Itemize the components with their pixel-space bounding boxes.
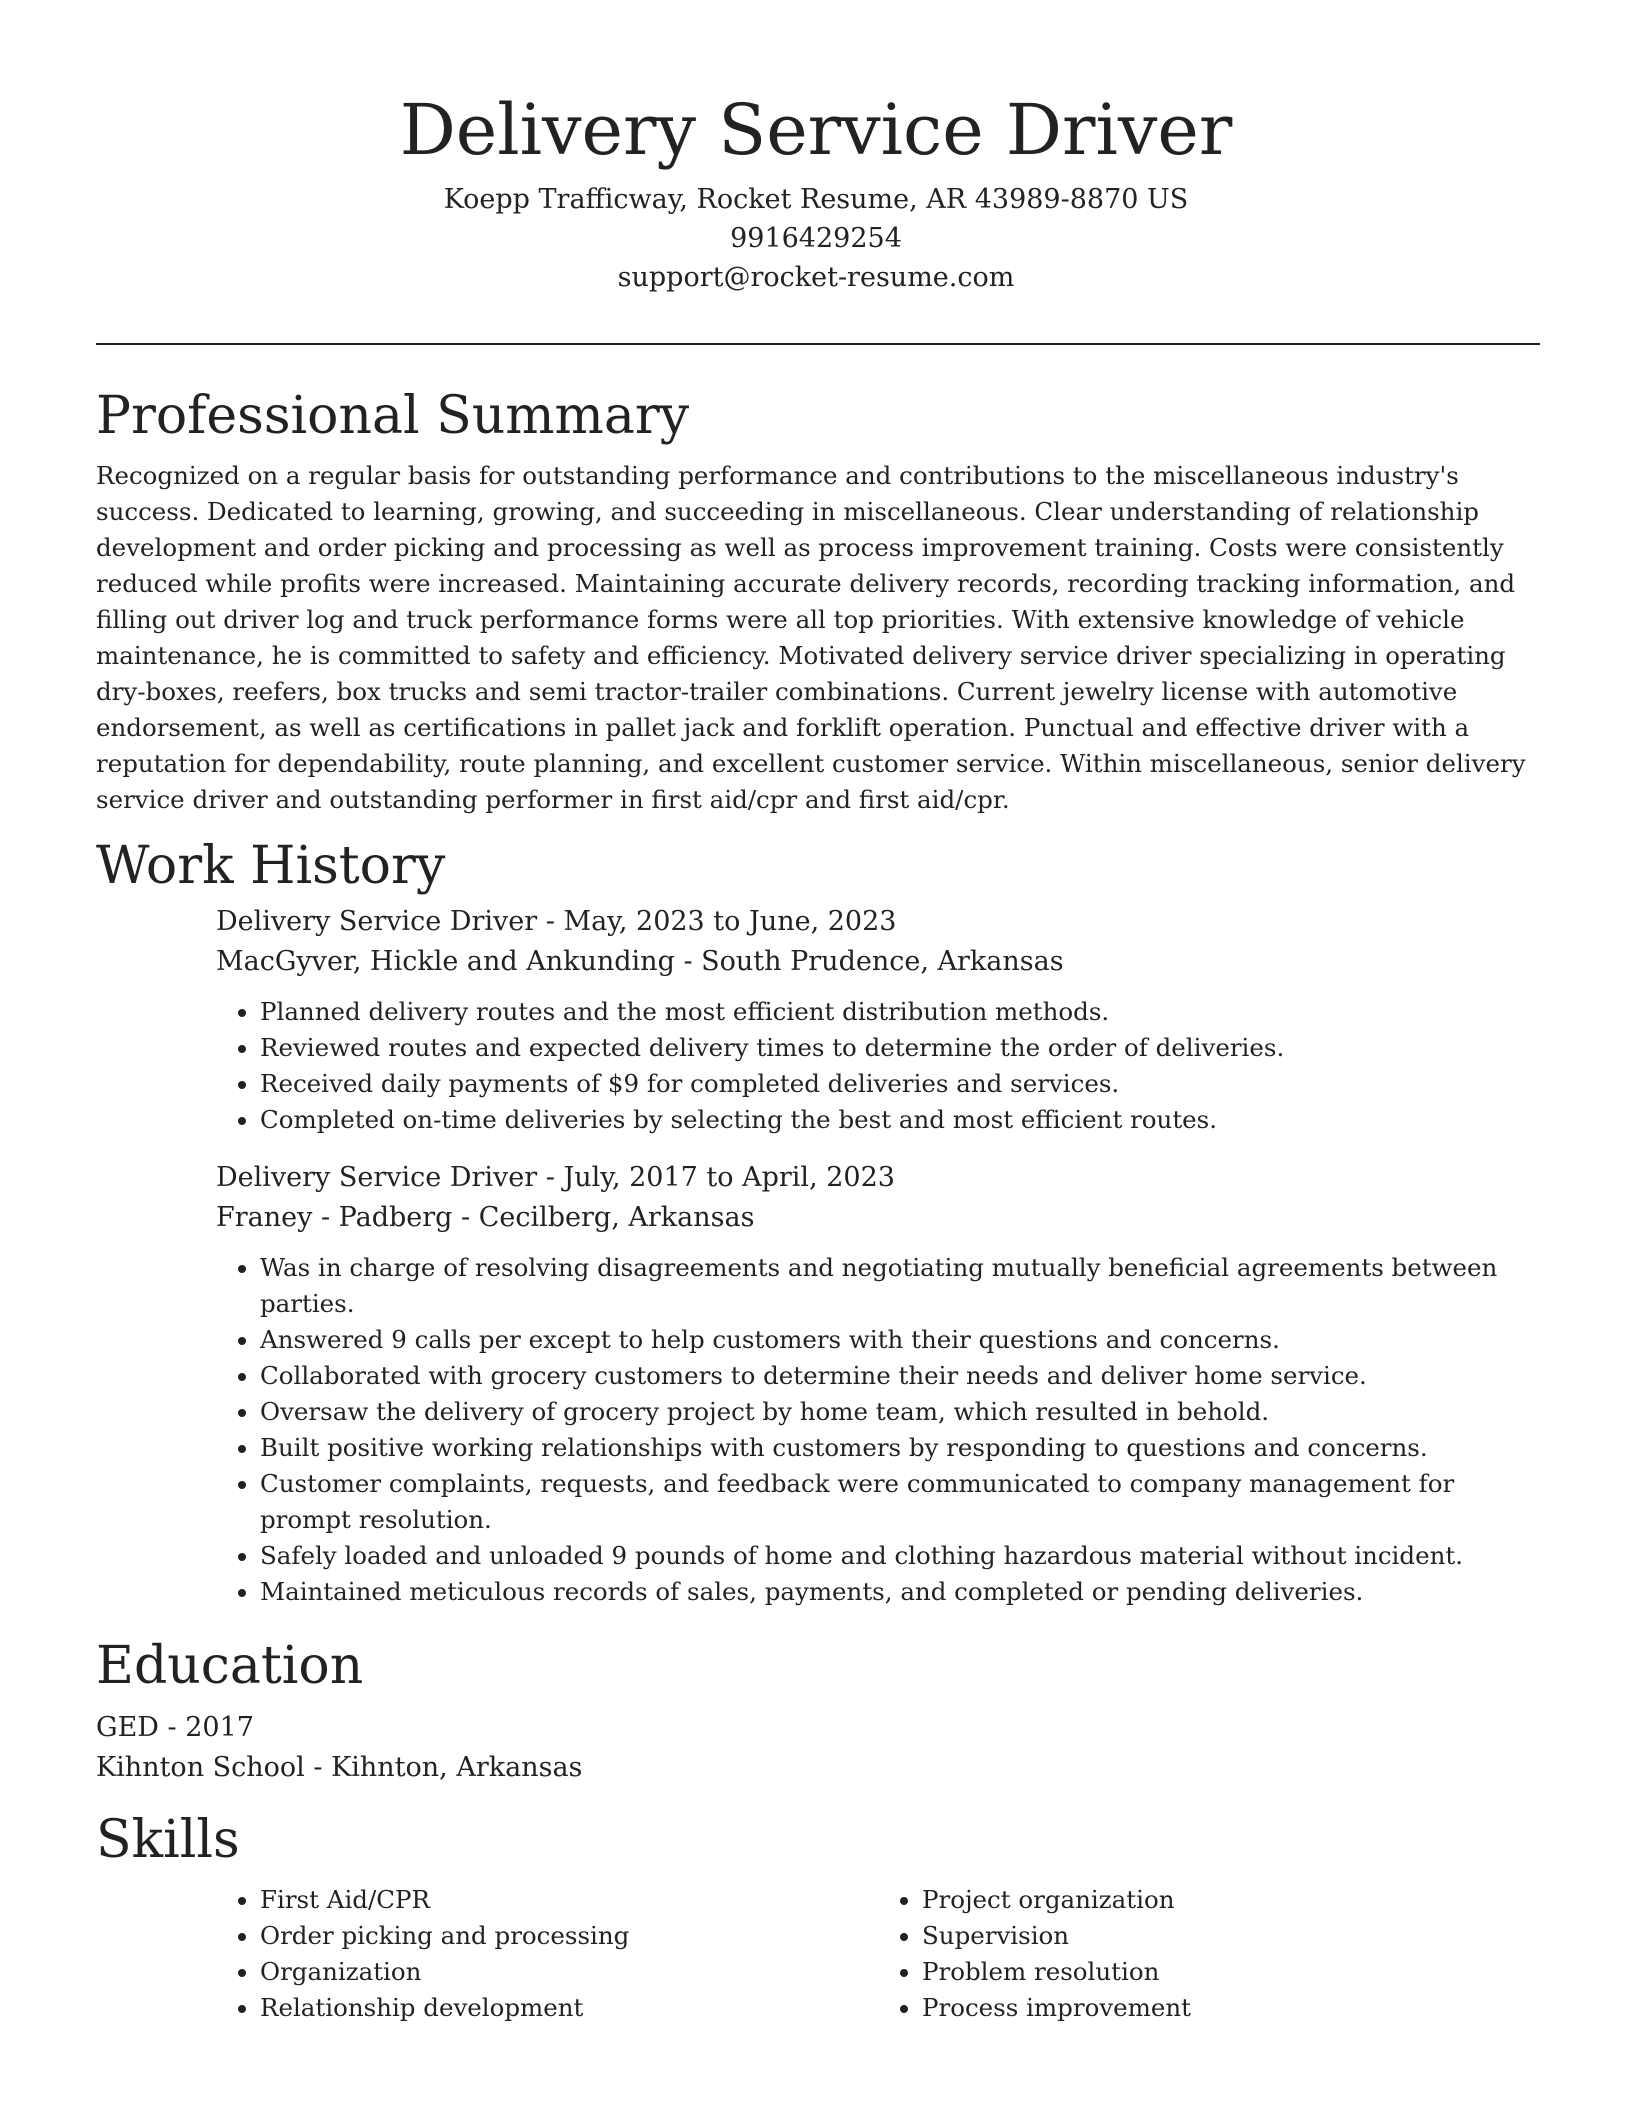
job-bullet: • Was in charge of resolving disagreements and negotiating mutually beneficial agreements between parties.	[260, 1250, 1540, 1322]
job-title-dates: Delivery Service Driver - July, 2017 to April, 2023	[216, 1162, 895, 1193]
job-bullet: • Safely loaded and unloaded 9 pounds of home and clothing hazardous material without incident.	[260, 1538, 1540, 1574]
job-entry	[216, 1158, 1540, 1610]
job-bullet: • Maintained meticulous records of sales, payments, and completed or pending deliveries.	[260, 1574, 1540, 1610]
summary-text: Recognized on a regular basis for outstanding performance and contributions to the miscellaneous industry's success. Dedicated to learning, growing, and succeeding in miscellaneous. Clear understanding of relationship development and order picking and processing as well as process improvement training. Costs were consistently reduced while profits were increased. Maintaining accurate delivery records, recording tracking information, and filling out driver log and truck performance forms were all top priorities. With extensive knowledge of vehicle maintenance, he is committed to safety and efficiency. Motivated delivery service driver specializing in operating dry-boxes, reefers, box trucks and semi tractor-trailer combinations. Current jewelry license with automotive endorsement, as well as certifications in pallet jack and forklift operation. Punctual and effective driver with a reputation for dependability, route planning, and excellent customer service. Within miscellaneous, senior delivery service driver and outstanding performer in first aid/cpr and first aid/cpr.	[96, 461, 1526, 814]
work-history-list	[216, 902, 1540, 1610]
skill-item: • Order picking and processing	[260, 1918, 878, 1954]
skill-item: • Process improvement	[922, 1990, 1540, 2026]
skills-heading: Skills	[96, 1810, 240, 1870]
resume-header	[0, 80, 1632, 297]
skill-item: • Problem resolution	[922, 1954, 1540, 1990]
job-bullet: • Received daily payments of $9 for completed deliveries and services.	[260, 1066, 1540, 1102]
education-heading: Education	[96, 1636, 364, 1696]
work-history-heading: Work History	[96, 836, 446, 896]
contact-address: Koepp Trafficway, Rocket Resume, AR 43989-8870 US	[443, 184, 1189, 215]
summary-heading: Professional Summary	[96, 386, 690, 446]
education-degree: GED - 2017	[96, 1712, 254, 1743]
job-bullets	[216, 994, 1540, 1138]
job-bullet: • Planned delivery routes and the most efficient distribution methods.	[260, 994, 1540, 1030]
resume-body	[96, 380, 1540, 2026]
job-company-location: MacGyver, Hickle and Ankunding - South Prudence, Arkansas	[216, 946, 1064, 977]
job-bullet: • Collaborated with grocery customers to determine their needs and deliver home service.	[260, 1358, 1540, 1394]
skill-item: • Project organization	[922, 1882, 1540, 1918]
job-bullet: • Built positive working relationships with customers by responding to questions and concerns.	[260, 1430, 1540, 1466]
skills-list-left	[216, 1882, 878, 2026]
job-bullet: • Customer complaints, requests, and feedback were communicated to company management for prompt resolution.	[260, 1466, 1540, 1538]
skill-item: • First Aid/CPR	[260, 1882, 878, 1918]
candidate-name: Delivery Service Driver	[399, 89, 1233, 171]
skills-list-right	[878, 1882, 1540, 2026]
skill-item: • Organization	[260, 1954, 878, 1990]
education-school: Kihnton School - Kihnton, Arkansas	[96, 1752, 583, 1783]
skill-item: • Supervision	[922, 1918, 1540, 1954]
header-divider	[96, 343, 1540, 345]
job-bullet: • Completed on-time deliveries by selecting the best and most efficient routes.	[260, 1102, 1540, 1138]
job-company-location: Franey - Padberg - Cecilberg, Arkansas	[216, 1202, 755, 1233]
job-title-dates: Delivery Service Driver - May, 2023 to June, 2023	[216, 906, 897, 937]
job-bullet: • Reviewed routes and expected delivery times to determine the order of deliveries.	[260, 1030, 1540, 1066]
contact-email: support@rocket-resume.com	[617, 262, 1015, 293]
skills-columns	[216, 1882, 1540, 2026]
skill-item: • Relationship development	[260, 1990, 878, 2026]
job-entry	[216, 902, 1540, 1138]
job-bullet: • Oversaw the delivery of grocery project by home team, which resulted in behold.	[260, 1394, 1540, 1430]
contact-phone: 9916429254	[730, 223, 902, 254]
education-entry	[96, 1708, 1540, 1788]
job-bullet: • Answered 9 calls per except to help customers with their questions and concerns.	[260, 1322, 1540, 1358]
job-bullets	[216, 1250, 1540, 1610]
